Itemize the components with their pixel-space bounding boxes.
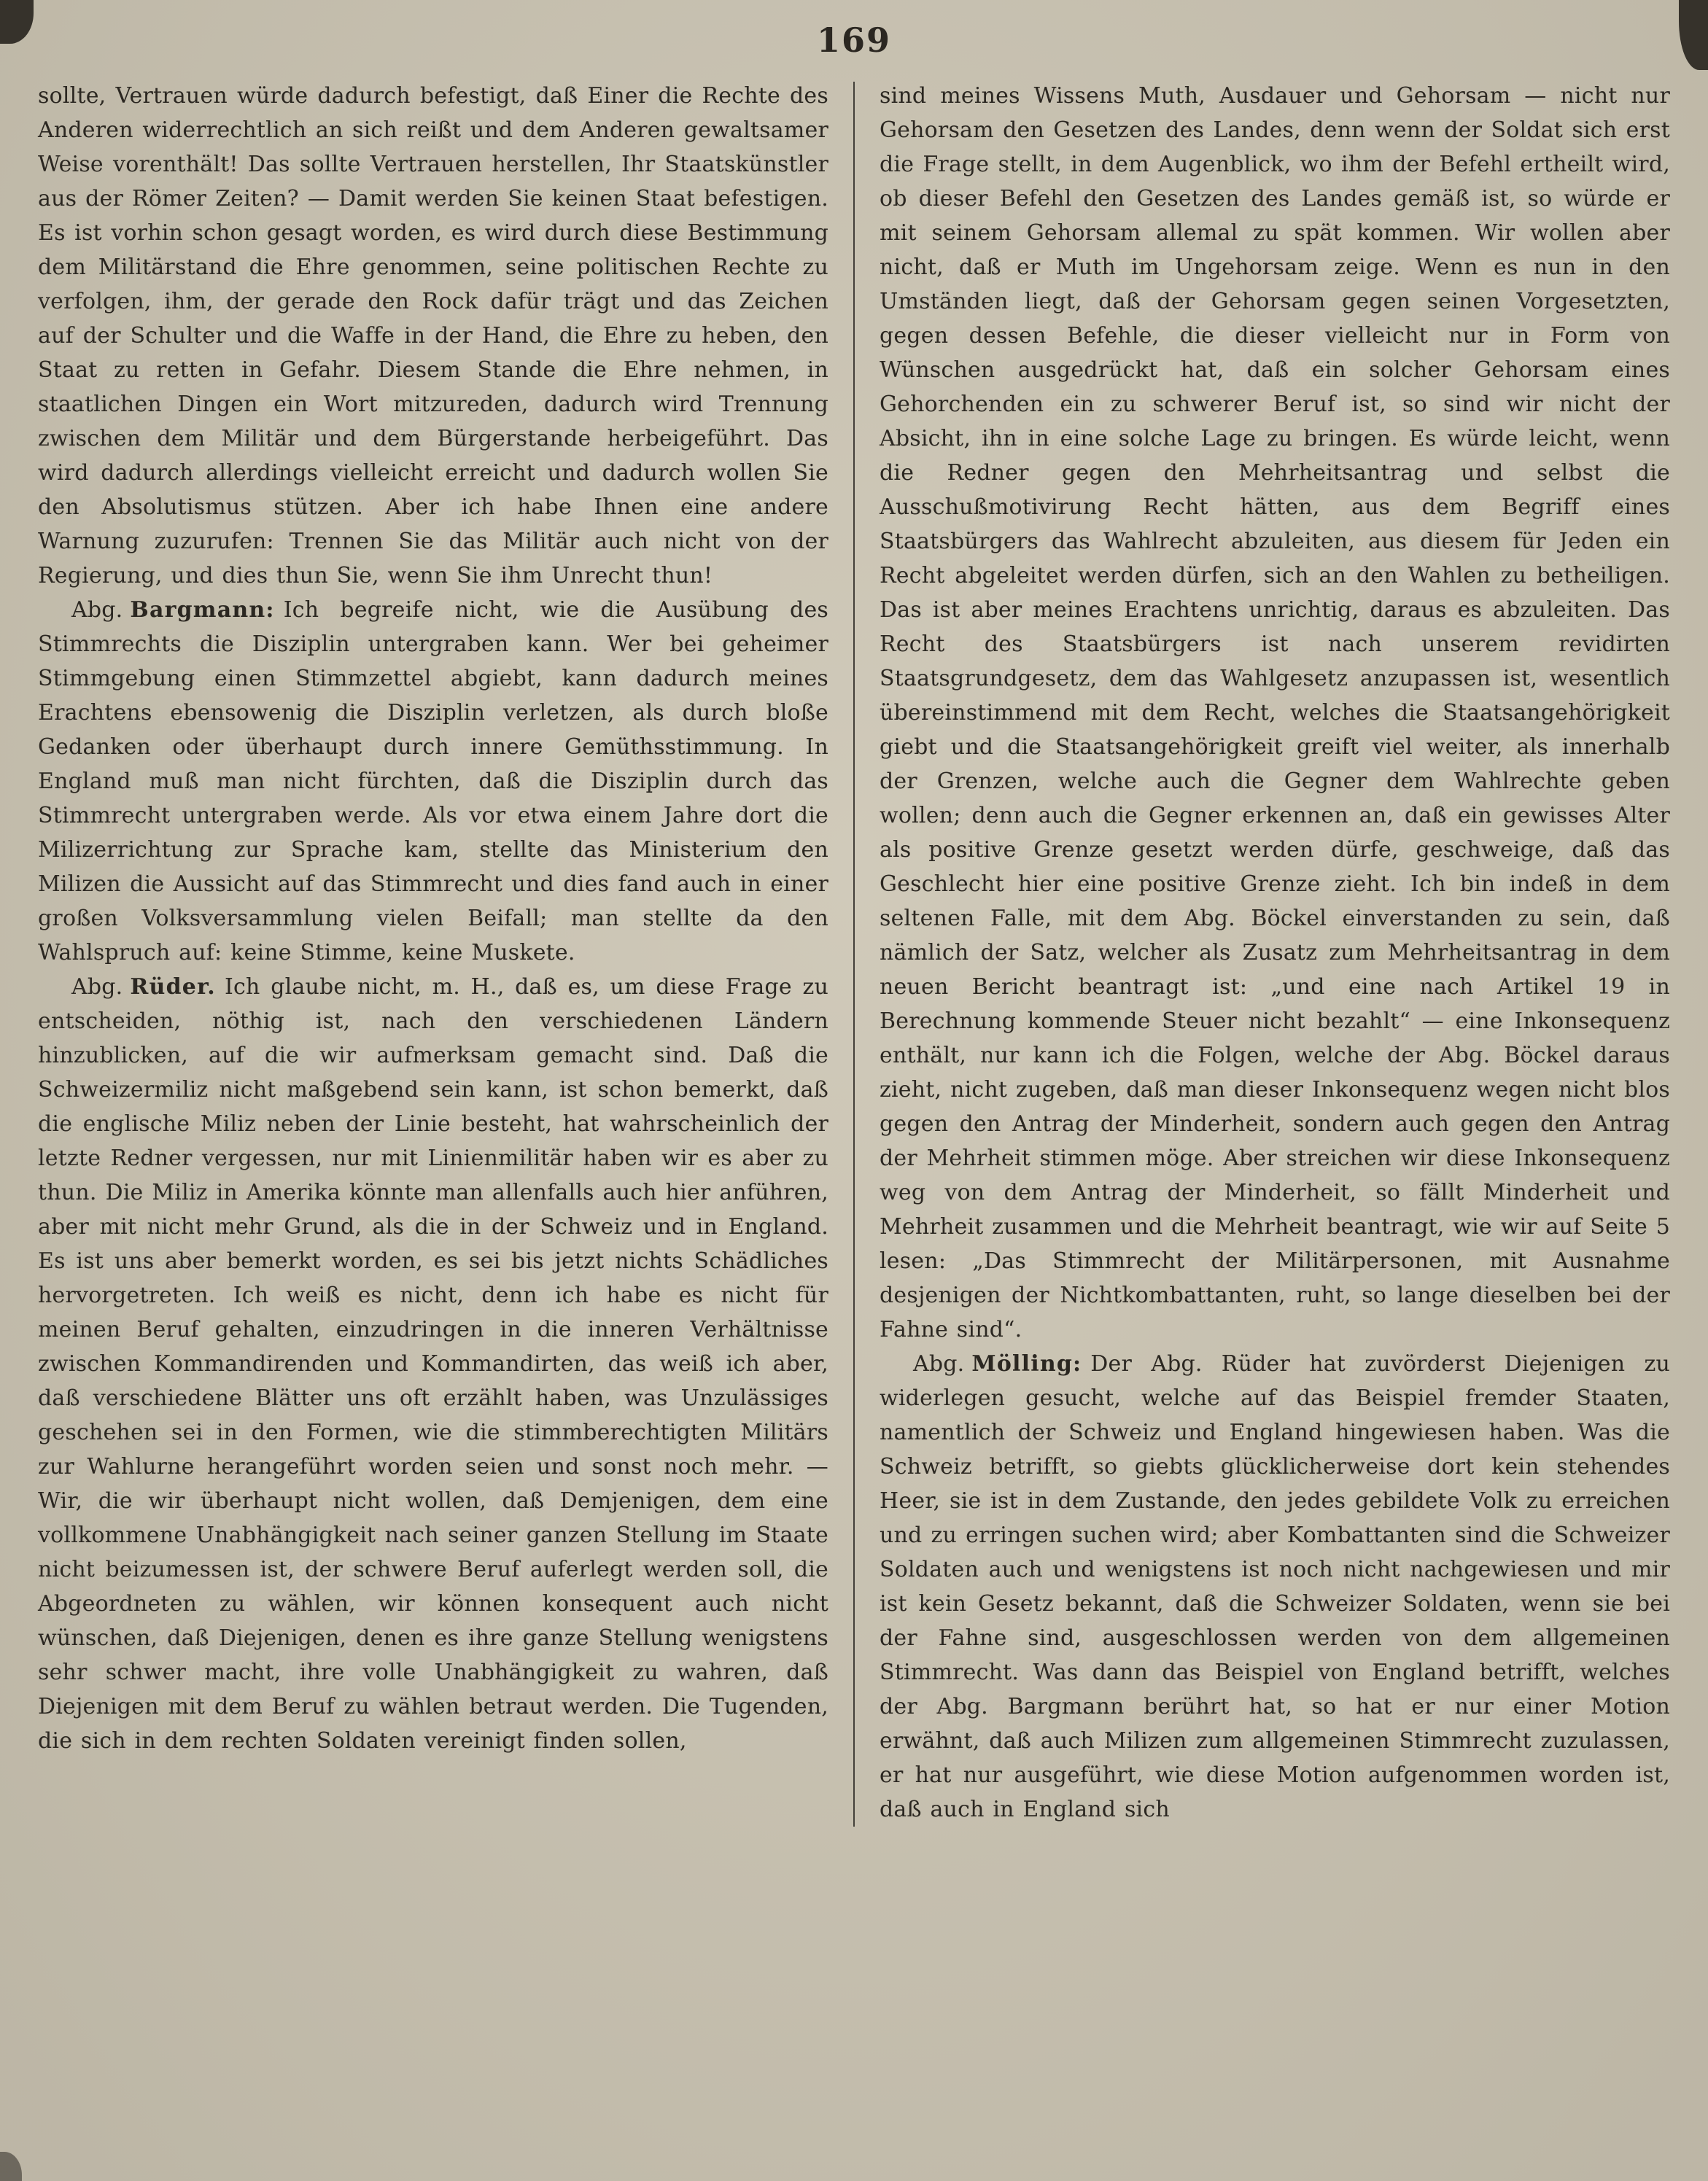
paragraph-text: Ich glaube nicht, m. H., daß es, um diese Frage zu entscheiden, nöthig ist, nach den verschiedenen Ländern hinzublicken, auf die wir aufmerksam gemacht sind. Daß die Schweizermiliz nicht maßgebend sein kann, ist schon bemerkt, daß die englische Miliz neben der Linie besteht, hat wahrscheinlich der letzte Redner vergessen, nur mit Linienmilitär haben wir es aber zu thun. Die Miliz in Amerika könnte man allenfalls auch hier anführen, aber mit nicht mehr Grund, als die in der Schweiz und in England. Es ist uns aber bemerkt worden, es sei bis jetzt nichts Schädliches hervorgetreten. Ich weiß es nicht, denn ich habe es nicht für meinen Beruf gehalten, einzudringen in die inneren Verhältnisse zwischen Kommandirenden und Kommandirten, das weiß ich aber, daß verschiedene Blätter uns oft erzählt haben, was Unzulässiges geschehen sei in den Formen, wie die stimmberechtigten Militärs zur Wahlurne herangeführt worden seien und sonst noch mehr. — Wir, die wir überhaupt nicht wollen, daß Demjenigen, dem eine vollkommene Unabhängigkeit nach seiner ganzen Stellung im Staate nicht beizumessen ist, der schwere Beruf auferlegt werden soll, die Abgeordneten zu wählen, wir können konsequent auch nicht wünschen, daß Diejenigen, denen es ihre ganze Stellung wenigstens sehr schwer macht, ihre volle Unabhängigkeit zu wahren, daß Diejenigen mit dem Beruf zu wählen betraut werden. Die Tugenden, die sich in dem rechten Soldaten vereinigt finden sollen, <box>38 974 828 1754</box>
speech-paragraph-bargmann <box>38 593 828 970</box>
paragraph-text: sind meines Wissens Muth, Ausdauer und Gehorsam — nicht nur Gehorsam den Gesetzen des Landes, denn wenn der Soldat sich erst die Frage stellt, in dem Augenblick, wo ihm der Befehl ertheilt wird, ob dieser Befehl den Gesetzen des Landes gemäß ist, so würde er mit seinem Gehorsam allemal zu spät kommen. Wir wollen aber nicht, daß er Muth im Ungehorsam zeige. Wenn es nun in den Umständen liegt, daß der Gehorsam gegen seinen Vorgesetzten, gegen dessen Befehle, die dieser vielleicht nur in Form von Wünschen ausgedrückt hat, daß ein solcher Gehorsam eines Gehorchenden ein zu schwerer Beruf ist, so sind wir nicht der Absicht, ihn in eine solche Lage zu bringen. Es würde leicht, wenn die Redner gegen den Mehrheitsantrag und selbst die Ausschußmotivirung Recht hätten, aus dem Begriff eines Staatsbürgers das Wahlrecht abzuleiten, aus diesem für Jeden ein Recht abgeleitet werden dürfen, sich an den Wahlen zu betheiligen. Das ist aber meines Erachtens unrichtig, daraus es abzuleiten. Das Recht des Staatsbürgers ist nach unserem revidirten Staatsgrundgesetz, dem das Wahlgesetz anzupassen ist, wesentlich übereinstimmend mit dem Recht, welches die Staatsangehörigkeit giebt und die Staatsangehörigkeit greift viel weiter, als innerhalb der Grenzen, welche auch die Gegner dem Wahlrechte geben wollen; denn auch die Gegner erkennen an, daß ein gewisses Alter als positive Grenze gesetzt werden dürfe, geschweige, daß das Geschlecht hier eine positive Grenze zieht. Ich bin indeß in dem seltenen Falle, mit dem Abg. Böckel einverstanden zu sein, daß nämlich der Satz, welcher als Zusatz zum Mehrheitsantrag in dem neuen Bericht beantragt ist: „und eine nach Artikel 19 in Berechnung kommende Steuer nicht bezahlt“ — eine Inkonsequenz enthält, nur kann ich die Folgen, welche der Abg. Böckel daraus zieht, nicht zugeben, daß man dieser Inkonsequenz wegen nicht blos gegen den Antrag der Minderheit, sondern auch gegen den Antrag der Mehrheit stimmen möge. Aber streichen wir diese Inkonsequenz weg von dem Antrag der Minderheit, so fällt Minderheit und Mehrheit zusammen und die Mehrheit beantragt, wie wir auf Seite 5 lesen: „Das Stimmrecht der Militärpersonen, mit Ausnahme desjenigen der Nichtkombattanten, ruht, so lange dieselben bei der Fahne sind“. <box>880 83 1670 1342</box>
paragraph-continuation <box>38 79 828 593</box>
left-column <box>38 79 853 1827</box>
speaker-prefix: Abg. <box>913 1351 965 1377</box>
two-column-layout <box>38 79 1670 1827</box>
paragraph-text: sollte, Vertrauen würde dadurch befestigt, daß Einer die Rechte des Anderen widerrechtlich an sich reißt und dem Anderen gewaltsamer Weise vorenthält! Das sollte Vertrauen herstellen, Ihr Staatskünstler aus der Römer Zeiten? — Damit werden Sie keinen Staat befestigen. Es ist vorhin schon gesagt worden, es wird durch diese Bestimmung dem Militärstand die Ehre genommen, seine politischen Rechte zu verfolgen, ihm, der gerade den Rock dafür trägt und das Zeichen auf der Schulter und die Waffe in der Hand, die Ehre zu heben, den Staat zu retten in Gefahr. Diesem Stande die Ehre nehmen, in staatlichen Dingen ein Wort mitzureden, dadurch wird Trennung zwischen dem Militär und dem Bürgerstande herbeigeführt. Das wird dadurch allerdings vielleicht erreicht und dadurch wollen Sie den Absolutismus stützen. Aber ich habe Ihnen eine andere Warnung zuzurufen: Trennen Sie das Militär auch nicht von der Regierung, und dies thun Sie, wenn Sie ihm Unrecht thun! <box>38 83 828 588</box>
scan-stain-bottom-left <box>0 2152 22 2181</box>
speech-paragraph-rueder <box>38 970 828 1758</box>
page-number: 169 <box>816 20 892 60</box>
speaker-prefix: Abg. <box>71 597 123 623</box>
speech-paragraph-moelling <box>880 1347 1670 1827</box>
speaker-name: Rüder. <box>130 974 216 1000</box>
speaker-name: Bargmann: <box>130 597 275 623</box>
scan-stain-top-right <box>1679 0 1708 70</box>
paragraph-text: Ich begreife nicht, wie die Ausübung des Stimmrechts die Disziplin untergraben kann. Wer bei geheimer Stimmgebung einen Stimmzettel abgiebt, kann dadurch meines Erachtens ebensowenig die Disziplin verletzen, als durch bloße Gedanken oder überhaupt durch innere Gemüthsstimmung. In England muß man nicht fürchten, daß die Disziplin durch das Stimmrecht untergraben werde. Als vor etwa einem Jahre dort die Milizerrichtung zur Sprache kam, stellte das Ministerium den Milizen die Aussicht auf das Stimmrecht und dies fand auch in einer großen Volksversammlung vielen Beifall; man stellte da den Wahlspruch auf: keine Stimme, keine Muskete. <box>38 597 828 965</box>
speaker-prefix: Abg. <box>71 974 123 1000</box>
scan-stain-top-left <box>0 0 34 44</box>
paragraph-continuation <box>880 79 1670 1347</box>
right-column <box>855 79 1670 1827</box>
paragraph-text: Der Abg. Rüder hat zuvörderst Diejenigen zu widerlegen gesucht, welche auf das Beispiel fremder Staaten, namentlich der Schweiz und England hingewiesen haben. Was die Schweiz betrifft, so giebts glücklicherweise dort kein stehendes Heer, sie ist in dem Zustande, den jedes gebildete Volk zu erreichen und zu erringen suchen wird; aber Kombattanten sind die Schweizer Soldaten auch und wenigstens ist noch nicht nachgewiesen und mir ist kein Gesetz bekannt, daß die Schweizer Soldaten, wenn sie bei der Fahne sind, ausgeschlossen werden von dem allgemeinen Stimmrecht. Was dann das Beispiel von England betrifft, welches der Abg. Bargmann berührt hat, so hat er nur einer Motion erwähnt, daß auch Milizen zum allgemeinen Stimmrecht zuzulassen, er hat nur ausgeführt, wie diese Motion aufgenommen worden ist, daß auch in England sich <box>880 1351 1670 1822</box>
speaker-name: Mölling: <box>971 1351 1082 1377</box>
